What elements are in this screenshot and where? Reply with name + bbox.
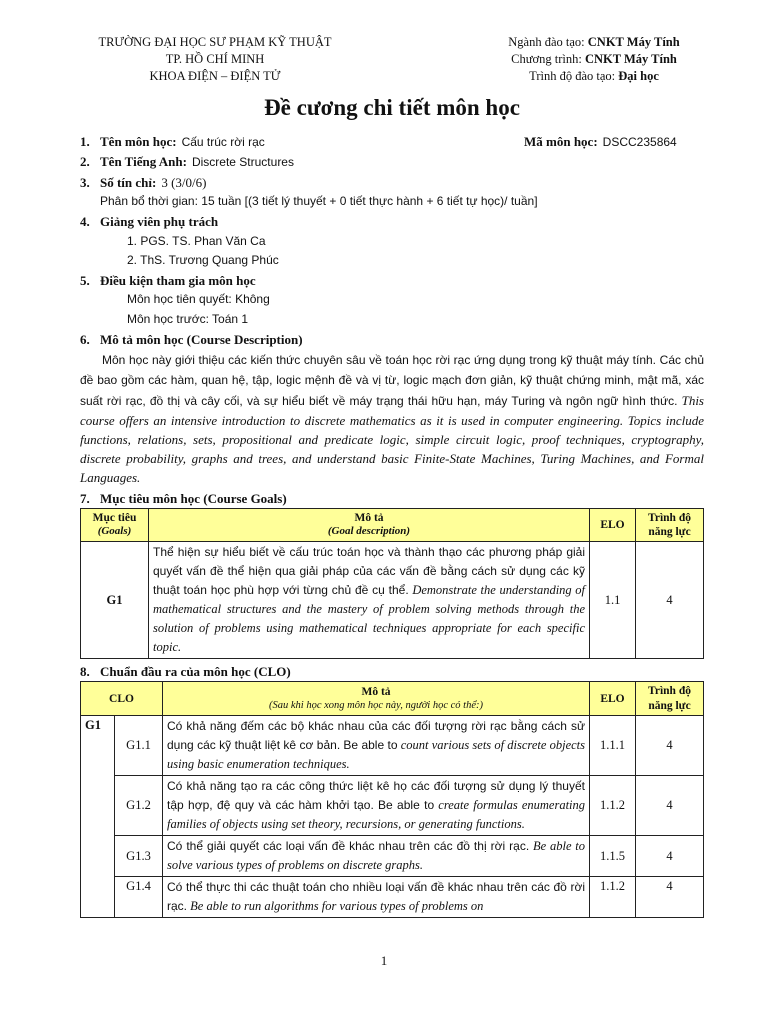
description-heading: 6. Mô tả môn học (Course Description) xyxy=(80,331,303,347)
clo-description: Có thể thực thi các thuật toán cho nhiều loại vấn đề khác nhau trên các đồ rời rạc. Be able to run algorithms for various types of problems on xyxy=(163,877,590,918)
table-row xyxy=(81,836,704,877)
page-title: Đề cương chi tiết môn học xyxy=(264,94,520,120)
clo-level: 4 xyxy=(636,716,704,776)
elo-header: ELO xyxy=(590,682,636,716)
clo-elo: 1.1.5 xyxy=(590,836,636,877)
clo-table xyxy=(80,681,704,918)
clo-description: Có thể giải quyết các loại vấn đề khác nhau trên các đồ thị rời rạc. Be able to solve various types of problems on discrete graphs. xyxy=(163,836,590,877)
faculty-name: KHOA ĐIỆN – ĐIỆN TỬ xyxy=(149,68,281,83)
clo-elo: 1.1.1 xyxy=(590,716,636,776)
clo-elo: 1.1.2 xyxy=(590,877,636,918)
table-row xyxy=(81,776,704,836)
goal-elo: 1.1 xyxy=(590,542,636,659)
program-major: Ngành đào tạo: CNKT Máy Tính xyxy=(508,35,680,49)
program-block xyxy=(484,34,704,85)
clo-level: 4 xyxy=(636,877,704,918)
program-curriculum: Chương trình: CNKT Máy Tính xyxy=(511,51,677,66)
course-english-name: Discrete Structures xyxy=(191,155,294,170)
course-credits: 3 (3/0/6) xyxy=(161,174,207,190)
clo-elo: 1.1.2 xyxy=(590,776,636,836)
course-code: Mã môn học: DSCC235864 xyxy=(524,133,677,149)
lecturers-heading: 4. Giảng viên phụ trách xyxy=(80,214,219,230)
conditions-heading: 5. Điều kiện tham gia môn học xyxy=(80,272,256,288)
lecturer-item: 1. PGS. TS. Phan Văn Ca xyxy=(127,233,266,248)
course-time-allocation: Phân bổ thời gian: 15 tuần [(3 tiết lý thuyết + 0 tiết thực hành + 6 tiết tự học)/ tuần] xyxy=(100,194,538,209)
description-english: This course offers an intensive introduction to discrete mathematics as it is used in computer engineering. Topics include functions, relations, sets, propositional and predicate logic, simple circuit logic, proof techniques, cryptography, discrete probability, graphs and trees, and understand basic Finite-State Machines, Turing Machines, and Formal Languages. xyxy=(80,392,704,486)
course-english-row: 2. Tên Tiếng Anh: Discrete Structures xyxy=(80,152,704,173)
level-header: Trình độ năng lực xyxy=(636,682,704,716)
course-name: Cấu trúc rời rạc xyxy=(181,134,265,149)
goals-table-header xyxy=(81,508,704,542)
elo-header: ELO xyxy=(590,508,636,542)
clo-code: G1.3 xyxy=(115,836,163,877)
program-level: Trình độ đào tạo: Đại học xyxy=(529,68,659,83)
university-name: TRƯỜNG ĐẠI HỌC SƯ PHẠM KỸ THUẬT xyxy=(98,35,332,49)
clo-code: G1.2 xyxy=(115,776,163,836)
description-vietnamese: Môn học này giới thiệu các kiến thức chuyên sâu về toán học rời rạc ứng dụng trong kỹ thuật máy tính. Các chủ đề bao gồm các hàm, quan hệ, tập, logic mệnh đề và vị từ, logic mạch đơn giản, kỹ thuật chứng minh, mật mã, xác suất rời rạc, đồ thị và cây cối, và sự hiểu biết về máy trạng thái hữu hạn, máy Turing và ngôn ngữ hình thức. xyxy=(80,353,704,408)
course-description xyxy=(80,350,704,487)
document-header xyxy=(80,34,704,85)
table-row xyxy=(81,542,704,659)
clo-group: G1 xyxy=(81,716,115,918)
goal-code: G1 xyxy=(81,542,149,659)
goal-description-header: Mô tả (Goal description) xyxy=(149,508,590,542)
clo-column-header: CLO xyxy=(81,682,163,716)
clo-table-header xyxy=(81,682,704,716)
clo-heading: 8. Chuẩn đầu ra của môn học (CLO) xyxy=(80,664,291,680)
course-credits-row: 3. Số tín chỉ: 3 (3/0/6) xyxy=(80,173,704,193)
clo-level: 4 xyxy=(636,836,704,877)
goals-table xyxy=(80,508,704,660)
goal-description: Thể hiện sự hiểu biết về cấu trúc toán học và thành thạo các phương pháp giải quyết vấn đề thể hiện qua giải pháp của các vấn đề bằng cách sử dụng các kỹ thuật toán học phù hợp với từng chủ đề cụ thể. Demonstrate the understanding of mathematical structures and the mastery of problem solving methods through the solution of problems using mathematical techniques appropriate for each specific topic. xyxy=(149,542,590,659)
goal-column-header: Mục tiêu (Goals) xyxy=(81,508,149,542)
clo-description: Có khả năng đếm các bộ khác nhau của các đối tượng rời rạc bằng cách sử dụng các kỹ thuật liệt kê cơ bản. Be able to count various sets of discrete objects using basic enumeration techniques. xyxy=(163,716,590,776)
clo-level: 4 xyxy=(636,776,704,836)
prior-course-item: Môn học trước: Toán 1 xyxy=(127,312,249,327)
clo-description-header: Mô tả (Sau khi học xong môn học này, người học có thể:) xyxy=(163,682,590,716)
city-name: TP. HỒ CHÍ MINH xyxy=(165,51,265,66)
prerequisite-item: Môn học tiên quyết: Không xyxy=(127,292,270,307)
clo-code: G1.4 xyxy=(115,877,163,918)
goals-heading: 7. Mục tiêu môn học (Course Goals) xyxy=(80,490,287,506)
institution-block xyxy=(80,34,350,85)
page-number: 1 xyxy=(380,953,388,968)
clo-code: G1.1 xyxy=(115,716,163,776)
table-row xyxy=(81,716,704,776)
course-name-row: 1. Tên môn học: Cấu trúc rời rạc Mã môn học: DSCC235864 xyxy=(80,132,704,153)
goal-level: 4 xyxy=(636,542,704,659)
table-row xyxy=(81,877,704,918)
clo-description: Có khả năng tạo ra các công thức liệt kê họ các đối tượng sử dụng lý thuyết tập hợp, đệ quy và các hàm khởi tạo. Be able to create formulas enumerating families of objects using set theory, recursions, or generating functions. xyxy=(163,776,590,836)
level-header: Trình độ năng lực xyxy=(636,508,704,542)
lecturer-item: 2. ThS. Trương Quang Phúc xyxy=(127,253,279,268)
